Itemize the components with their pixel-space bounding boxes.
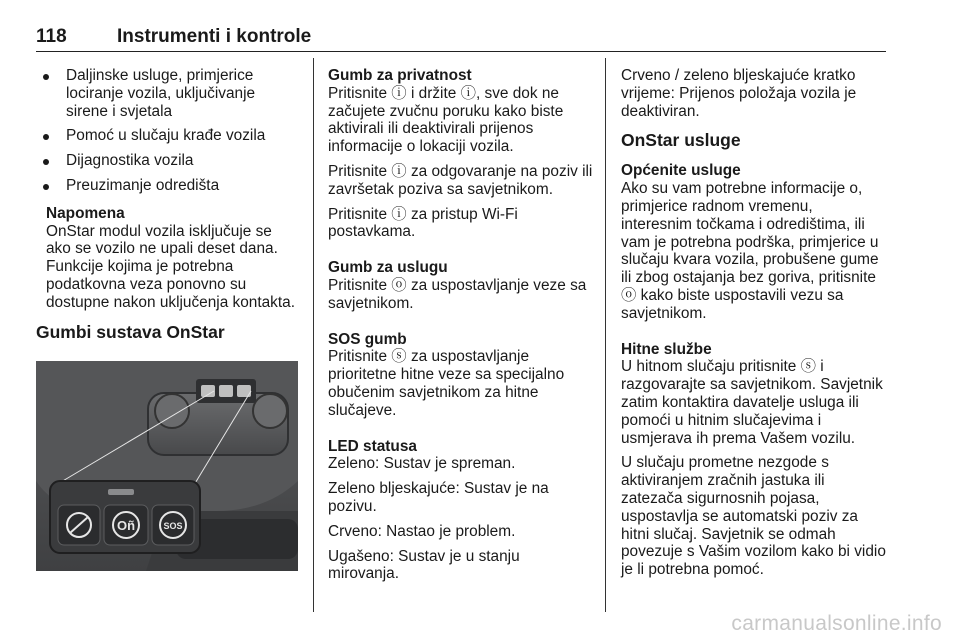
led-red: Crveno: Nastao je problem. [328,522,516,540]
sos-heading: SOS gumb [328,330,407,348]
list-item: Pomoć u slučaju krađe vozila [36,127,298,145]
emergency-text-2: U slučaju prometne nezgode s aktiviranjem zračnih jastuka ili zatezača sigurnosnih pojasa, uspostavlja se automatski poziv za hitni slučaj. Savjetnik se odmah povezuje s Vašim vozilom kako bi vidio je li potrebna pomoć. [621,454,886,579]
list-item: Daljinske usluge, primjerice lociranje vozila, uključivanje sirene i svjetala [36,67,298,120]
list-item: Preuzimanje odredišta [36,177,298,195]
note-heading: Napomena [46,204,125,222]
middle-column [328,67,594,590]
general-text: Ako su vam potrebne informacije o, primjerice radnom vremenu, interesnim točkama i odredištima, ili vam je potrebna podrška, primjerice u slučaju kvara vozila, probušene gume ili zbog ostajanja bez goriva, pritisnite ⓞ kako biste uspostavili vezu sa savjetnikom. [621,180,879,322]
onstar-buttons-illustration [36,361,298,571]
privacy-text-2: Pritisnite ⓘ za odgovaranje na poziv ili završetak poziva sa savjetnikom. [328,162,593,198]
chapter-title: Instrumenti i kontrole [117,26,312,47]
onstar-heading: OnStar usluge [621,130,741,151]
watermark: carmanualsonline.info [731,612,942,635]
header-rule [36,51,886,52]
emergency-text-1: U hitnom slučaju pritisnite ⓢ i razgovarajte sa savjetnikom. Savjetnik zatim kontaktira davatelje usluga ili pomoći u hitnim slučajevima i usmjerava ih prema Vašem vozilu. [621,358,883,447]
column-divider-2 [605,58,606,612]
red-green-text: Crveno / zeleno bljeskajuće kratko vrijeme: Prijenos položaja vozila je deaktiviran. [621,67,857,120]
onstar-buttons-figure [36,361,298,571]
service-text: Pritisnite ⓞ za uspostavljanje veze sa savjetnikom. [328,276,587,312]
note-block [36,205,298,312]
list-item: Dijagnostika vozila [36,152,298,170]
onstar-button-label: Oñ [116,518,136,533]
page-header [36,26,886,48]
note-text: OnStar modul vozila isključuje se ako se vozilo ne upali deset dana. Funkcije kojima je potrebna podatkovna veza ponovno su dostupne nakon uključenja kontakta. [46,222,295,311]
right-column [621,67,887,586]
led-green: Zeleno: Sustav je spreman. [328,455,516,473]
general-heading: Općenite usluge [621,162,741,180]
page-number: 118 [36,26,67,47]
led-heading: LED statusa [328,437,417,455]
privacy-heading: Gumb za privatnost [328,67,472,84]
led-off: Ugašeno: Sustav je u stanju mirovanja. [328,547,520,583]
section-heading: Gumbi sustava OnStar [36,321,225,342]
privacy-text-1: Pritisnite ⓘ i držite ⓘ, sve dok ne začujete zvučnu poruku kako biste aktivirali ili deaktivirali prijenos informacije o lokaciji vozila. [328,84,564,156]
emergency-heading: Hitne službe [621,340,712,358]
sos-text: Pritisnite ⓢ za uspostavljanje prioritetne hitne veze sa specijalno obučenim savjetnikom za hitne slučajeve. [328,348,565,419]
service-heading: Gumb za uslugu [328,259,448,277]
privacy-text-3: Pritisnite ⓘ za pristup Wi-Fi postavkama. [328,205,518,241]
feature-list [36,67,298,195]
led-green-blink: Zeleno bljeskajuće: Sustav je na pozivu. [328,480,549,515]
left-column [36,67,298,354]
column-divider-1 [313,58,314,612]
sos-button-label: SOS [163,521,183,531]
